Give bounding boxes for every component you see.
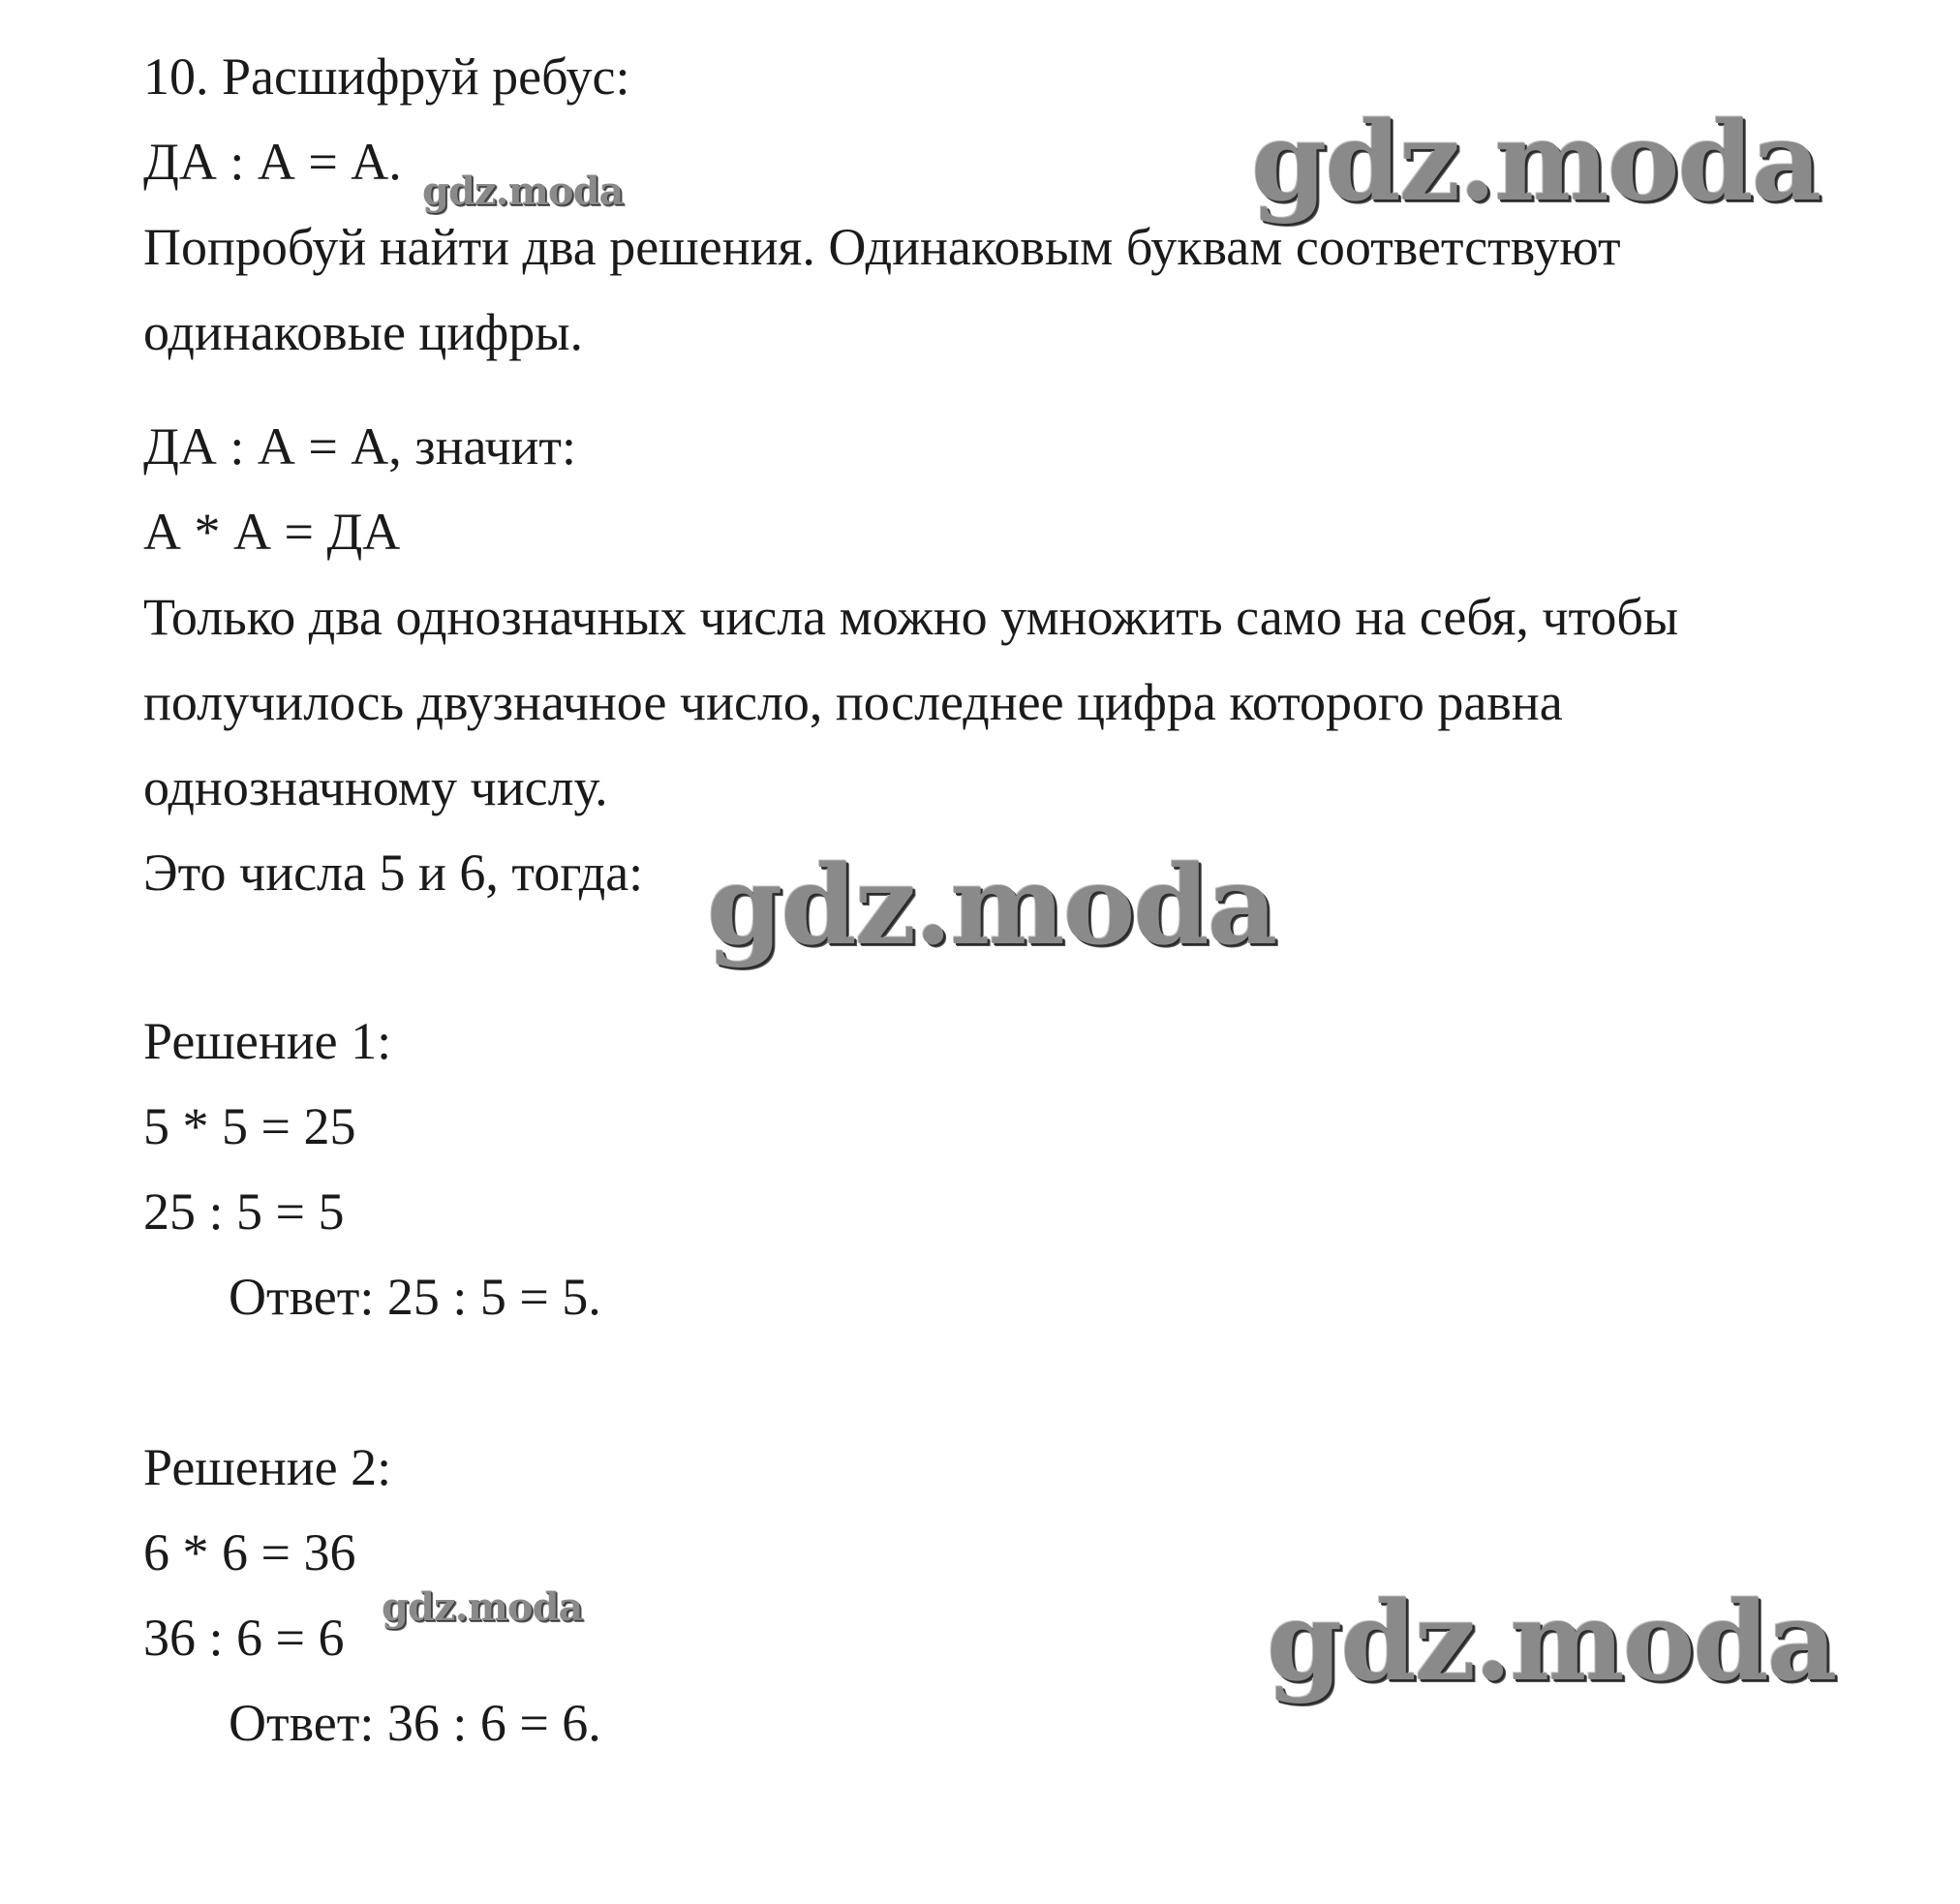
reasoning-line-4: получилось двузначное число, последнее цифра которого равна (143, 673, 1563, 731)
watermark-logo: gdz.moda (1267, 1579, 1836, 1705)
solution-2-line-2: 36 : 6 = 6 (143, 1609, 345, 1667)
task-title: 10. Расшифруй ребус: (143, 47, 630, 106)
solution-2-answer: Ответ: 36 : 6 = 6. (229, 1694, 601, 1752)
solution-1-line-1: 5 * 5 = 25 (143, 1097, 356, 1155)
reasoning-line-2: А * А = ДА (143, 503, 401, 561)
task-instruction-line-2: одинаковые цифры. (143, 303, 583, 361)
solution-1-answer: Ответ: 25 : 5 = 5. (229, 1268, 601, 1326)
solution-2-line-1: 6 * 6 = 36 (143, 1523, 356, 1582)
watermark-logo: gdz.moda (1251, 99, 1821, 226)
solution-1-title: Решение 1: (143, 1012, 392, 1070)
reasoning-line-5: однозначному числу. (143, 758, 608, 816)
reasoning-line-1: ДА : А = А, значит: (143, 417, 576, 476)
solution-2-title: Решение 2: (143, 1438, 392, 1496)
watermark-logo: gdz.moda (422, 169, 624, 214)
solution-1-line-2: 25 : 5 = 5 (143, 1182, 345, 1241)
task-instruction-line-1: Попробуй найти два решения. Одинаковым буквам соответствуют (143, 218, 1621, 276)
watermark-logo: gdz.moda (382, 1584, 583, 1630)
reasoning-line-6: Это числа 5 и 6, тогда: (143, 844, 644, 902)
task-rebus: ДА : А = А. (143, 133, 402, 191)
watermark-logo: gdz.moda (707, 843, 1276, 969)
reasoning-line-3: Только два однозначных числа можно умножить само на себя, чтобы (143, 588, 1679, 646)
